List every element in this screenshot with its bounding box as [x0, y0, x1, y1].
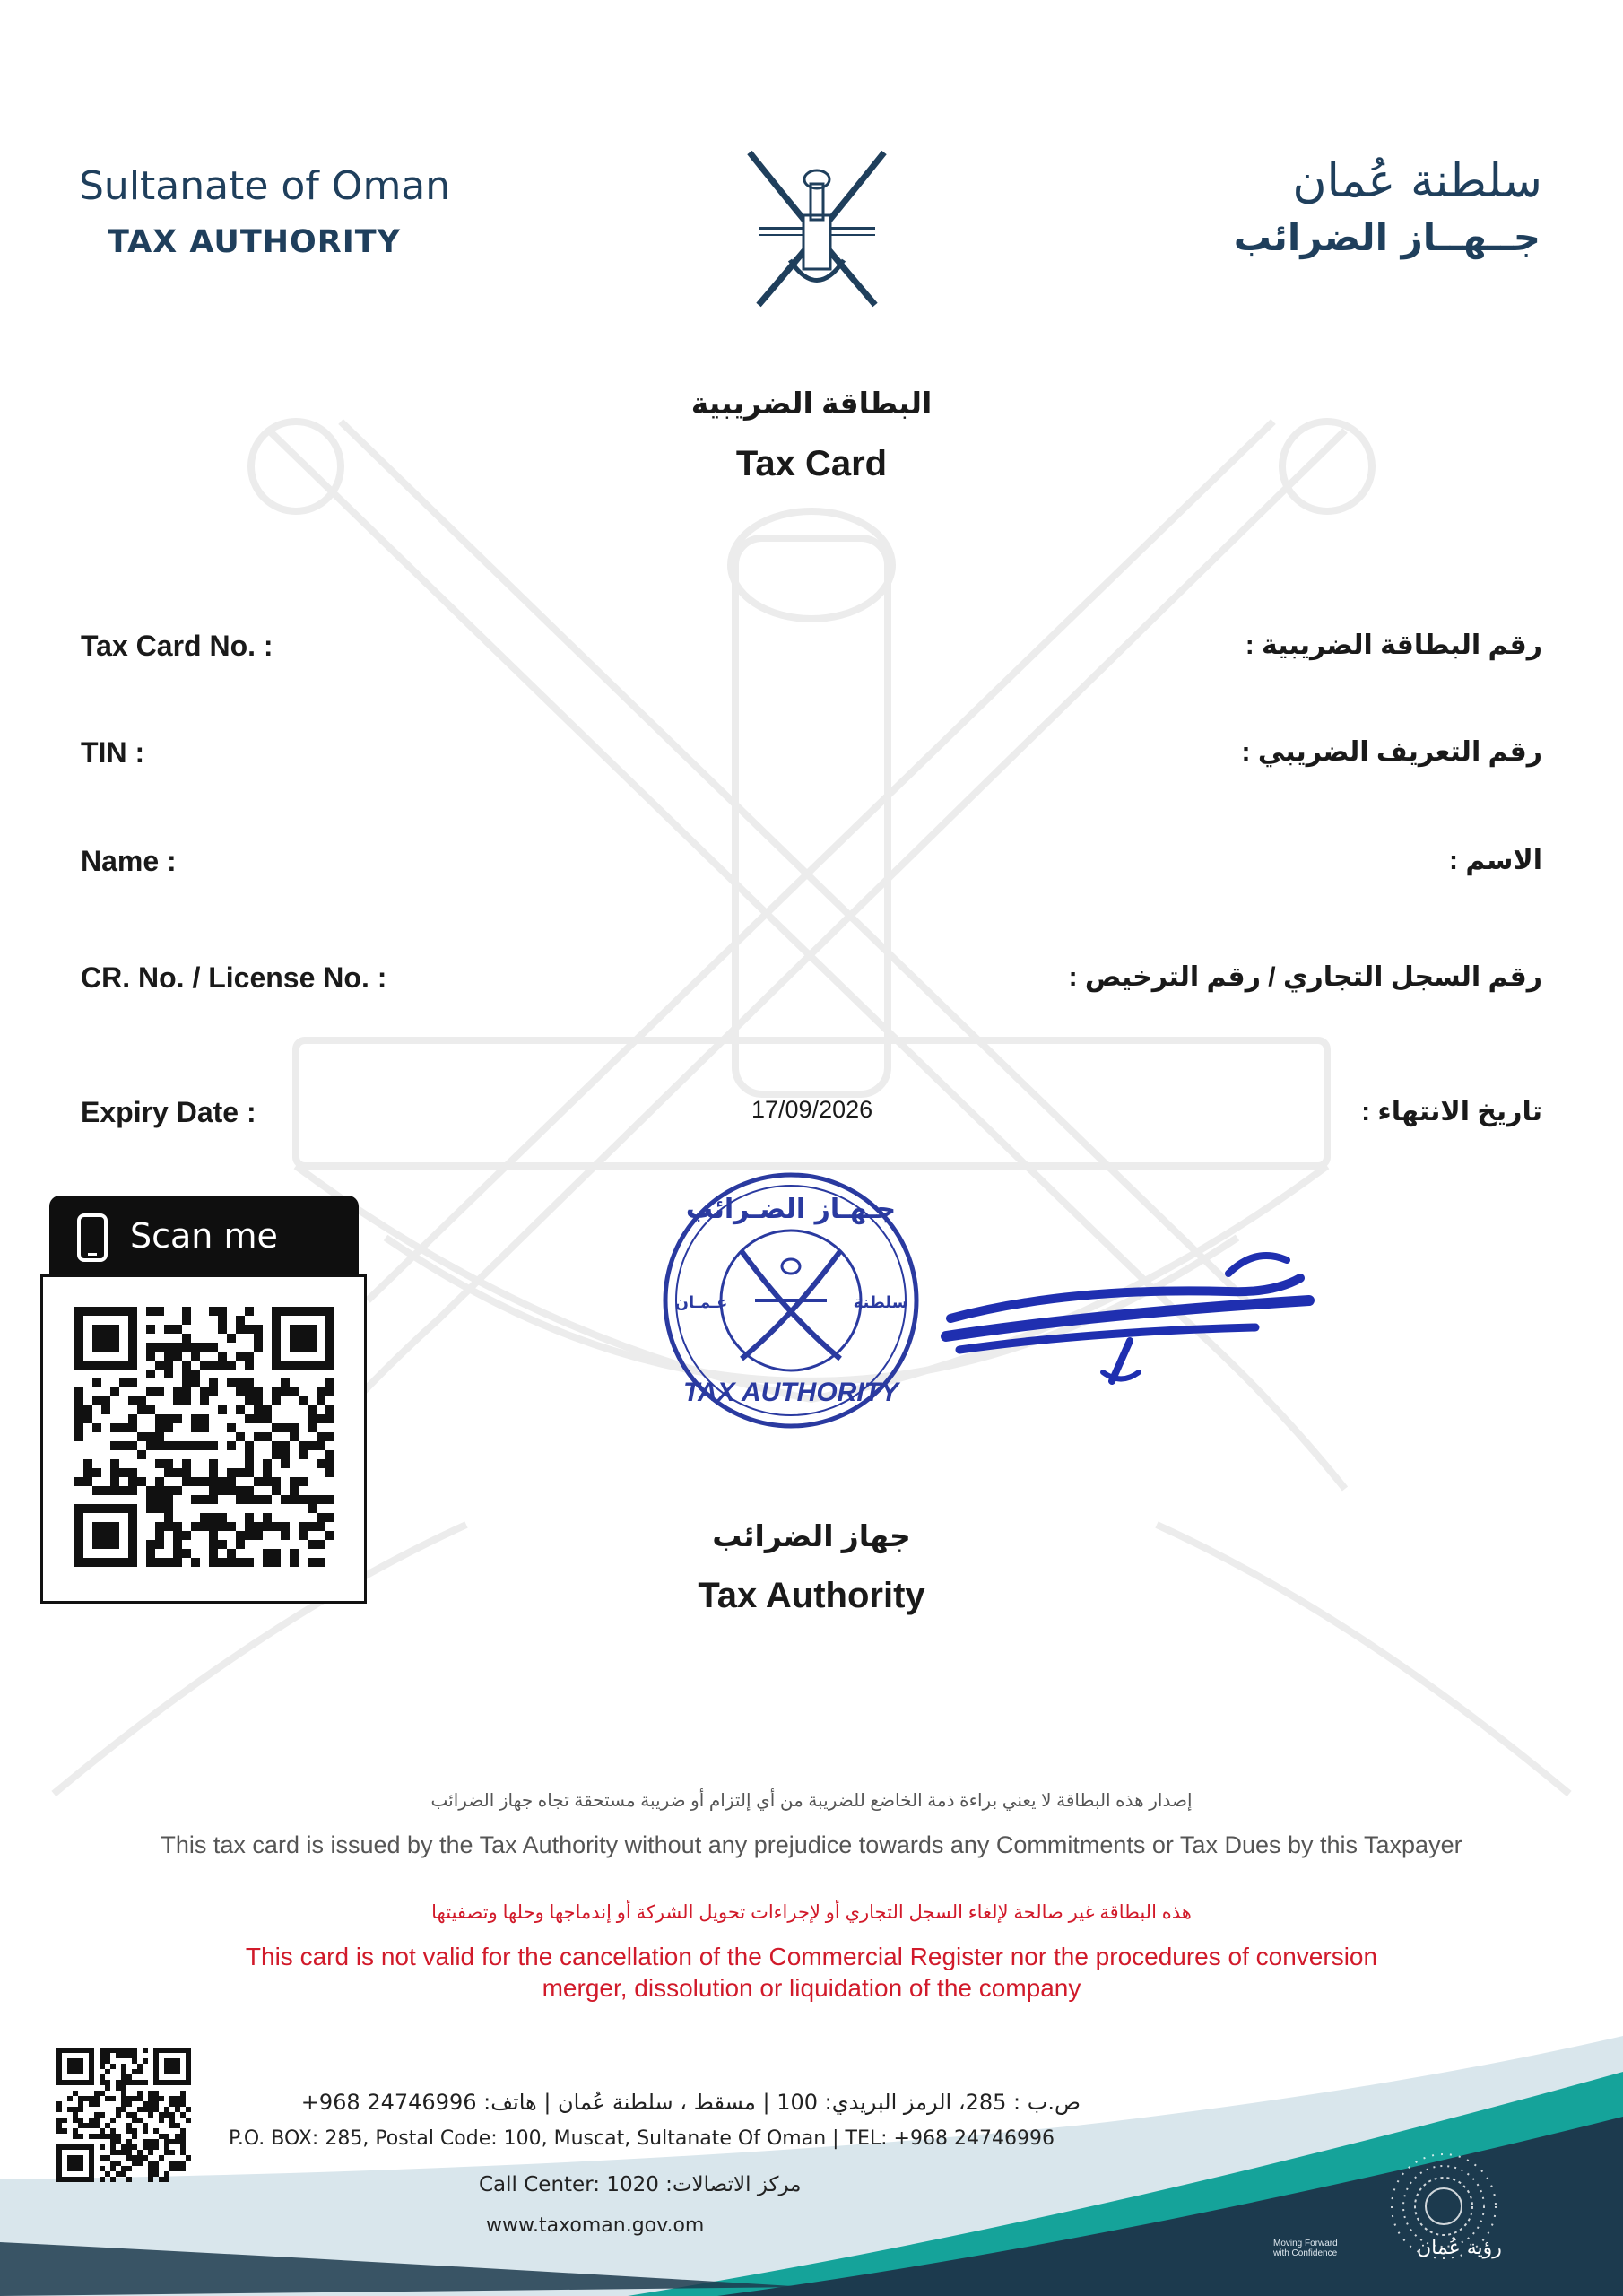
stamp-text-right: سلطنة	[853, 1293, 908, 1312]
scan-me-label: Scan me	[130, 1216, 278, 1256]
signature	[933, 1238, 1318, 1390]
title-en: Tax Card	[735, 444, 888, 483]
footer-qr-code[interactable]	[56, 2048, 191, 2182]
disclaimer-2-en: This card is not valid for the cancellation of the Commercial Register nor the procedures of conversion merger, dissolution or liquidation of the company	[245, 1943, 1378, 2002]
field-label-en-tax-card-no: Tax Card No. :	[81, 630, 273, 662]
footer-website-link[interactable]: www.taxoman.gov.om	[486, 2214, 705, 2237]
disclaimer-1-en: This tax card is issued by the Tax Authority without any prejudice towards any Commitments or Tax Dues by this Taxpayer	[161, 1831, 1462, 1858]
org-name-ar: سلطنة عُمان	[1292, 154, 1542, 208]
field-label-en-expiry: Expiry Date :	[81, 1096, 256, 1128]
org-subtitle-en: TAX AUTHORITY	[108, 224, 401, 260]
field-label-ar-cr-license: رقم السجل التجاري / رقم الترخيص :	[1068, 962, 1542, 992]
footer-call-center: Call Center: 1020 :مركز الاتصالات	[479, 2173, 802, 2196]
disclaimer-1-ar: إصدار هذه البطاقة لا يعني براءة ذمة الخاضع للضريبة من أي إلتزام أو ضريبة مستحقة تجاه جهاز الضرائب	[430, 1791, 1193, 1811]
stamp-text-left: غـمـان	[674, 1293, 728, 1312]
tax-authority-stamp	[656, 1166, 925, 1435]
field-label-ar-tin: رقم التعريف الضريبي :	[1241, 737, 1542, 767]
field-label-en-cr-license: CR. No. / License No. :	[81, 961, 387, 994]
phone-icon	[76, 1213, 108, 1263]
disclaimer-2-ar: هذه البطاقة غير صالحة لإلغاء السجل التجاري أو لإجراءات تحويل الشركة أو إندماجها وحلها وتصفيتها	[431, 1902, 1192, 1923]
title-ar: البطاقة الضريبية	[690, 387, 933, 420]
field-label-en-tin: TIN :	[81, 736, 145, 769]
vision-tagline: Moving Forward with Confidence	[1273, 2239, 1338, 2258]
authority-name-ar: جهاز الضرائب	[712, 1519, 911, 1552]
authority-name-en: Tax Authority	[698, 1576, 925, 1615]
org-subtitle-ar: جــهــاز الضرائب	[1233, 215, 1541, 259]
stamp-text-top: جـهـاز الضـرائب	[685, 1194, 897, 1225]
field-label-ar-expiry: تاريخ الانتهاء :	[1361, 1097, 1542, 1126]
field-label-ar-name: الاسم :	[1449, 846, 1542, 875]
oman-emblem-logo	[741, 144, 893, 314]
footer-address-en: P.O. BOX: 285, Postal Code: 100, Muscat, Sultanate Of Oman | TEL: +968 24746996	[229, 2127, 1055, 2150]
vision-label: رؤية عُمان	[1417, 2237, 1502, 2259]
org-name-en: Sultanate of Oman	[79, 163, 451, 209]
field-label-en-name: Name :	[81, 845, 177, 877]
stamp-text-bottom: TAX AUTHORITY	[683, 1378, 898, 1407]
footer-address-ar: ص.ب : 285، الرمز البريدي: 100 | مسقط ، سلطنة عُمان | هاتف: 24746996 968+	[300, 2090, 1081, 2115]
field-label-ar-tax-card-no: رقم البطاقة الضريبية :	[1245, 631, 1542, 660]
expiry-date-value: 17/09/2026	[751, 1096, 873, 1123]
